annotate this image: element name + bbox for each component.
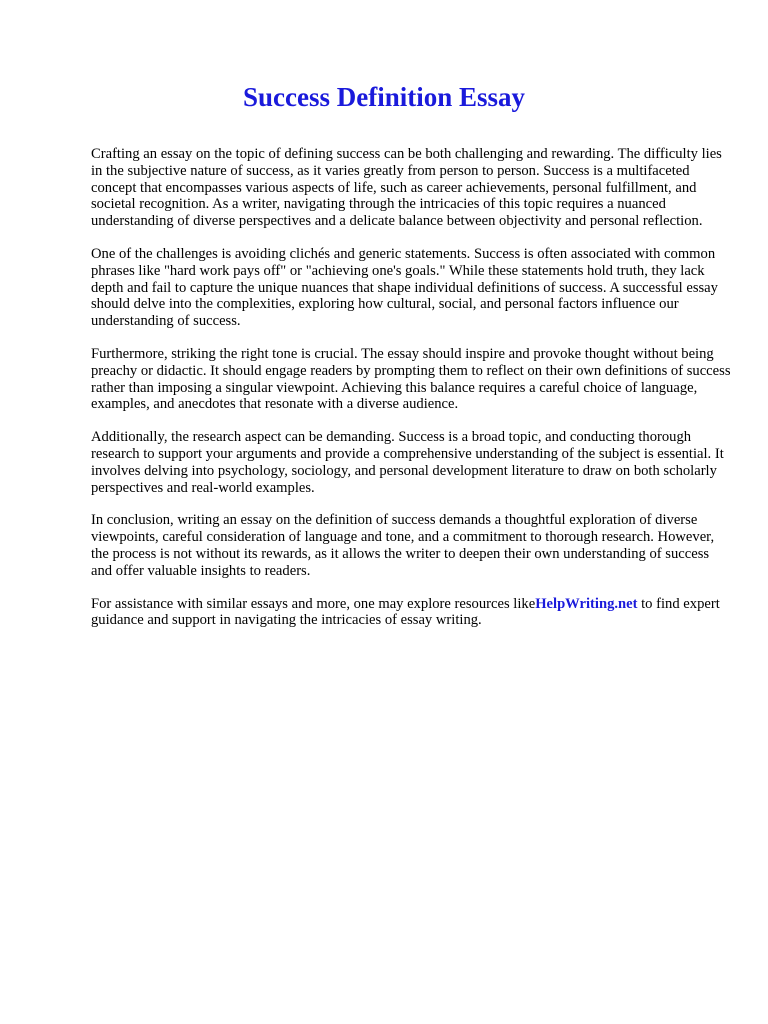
- paragraph-3: Furthermore, striking the right tone is crucial. The essay should inspire and provoke thought without being preachy or didactic. It should engage readers by prompting them to reflect on their own definitions of success rather than imposing a singular viewpoint. Achieving this balance requires a careful choice of language, examples, and anecdotes that resonate with a diverse audience.: [91, 345, 731, 413]
- closing-paragraph: [91, 596, 731, 630]
- paragraph-5: In conclusion, writing an essay on the definition of success demands a thoughtful exploration of diverse viewpoints, careful consideration of language and tone, and a commitment to thorough research. However, the process is not without its rewards, as it allows the writer to deepen their own understanding of success and offer valuable insights to readers.: [91, 512, 715, 579]
- paragraph-1: Crafting an essay on the topic of defining success can be both challenging and rewarding. The difficulty lies in the subjective nature of success, as it varies greatly from person to person. Success is a multifaceted concept that encompasses various aspects of life, such as career achievements, personal fulfillment, and societal recognition. As a writer, navigating through the intricacies of this topic requires a nuanced understanding of diverse perspectives and a delicate balance between objectivity and personal reflection.: [91, 146, 722, 230]
- closing-text-before-link: For assistance with similar essays and more, one may explore resources like: [91, 595, 536, 612]
- paragraph-2: One of the challenges is avoiding clichés and generic statements. Success is often associated with common phrases like "hard work pays off" or "achieving one's goals." While these statements hold truth, they lack depth and fail to capture the unique nuances that shape individual definitions of success. A successful essay should delve into the complexities, exploring how cultural, social, and personal factors influence our understanding of success.: [91, 245, 718, 330]
- helpwriting-link[interactable]: HelpWriting.net: [535, 595, 638, 612]
- paragraph-4: Additionally, the research aspect can be demanding. Success is a broad topic, and conducting thorough research to support your arguments and provide a comprehensive understanding of the subject is essential. It involves delving into psychology, sociology, and personal development literature to draw on both scholarly perspectives and real-world examples.: [91, 429, 724, 496]
- document-body: [91, 146, 731, 645]
- document-title: Success Definition Essay: [242, 82, 526, 112]
- closing-text-after-link: to find expert guidance and support in navigating the intricacies of essay writing.: [91, 595, 720, 629]
